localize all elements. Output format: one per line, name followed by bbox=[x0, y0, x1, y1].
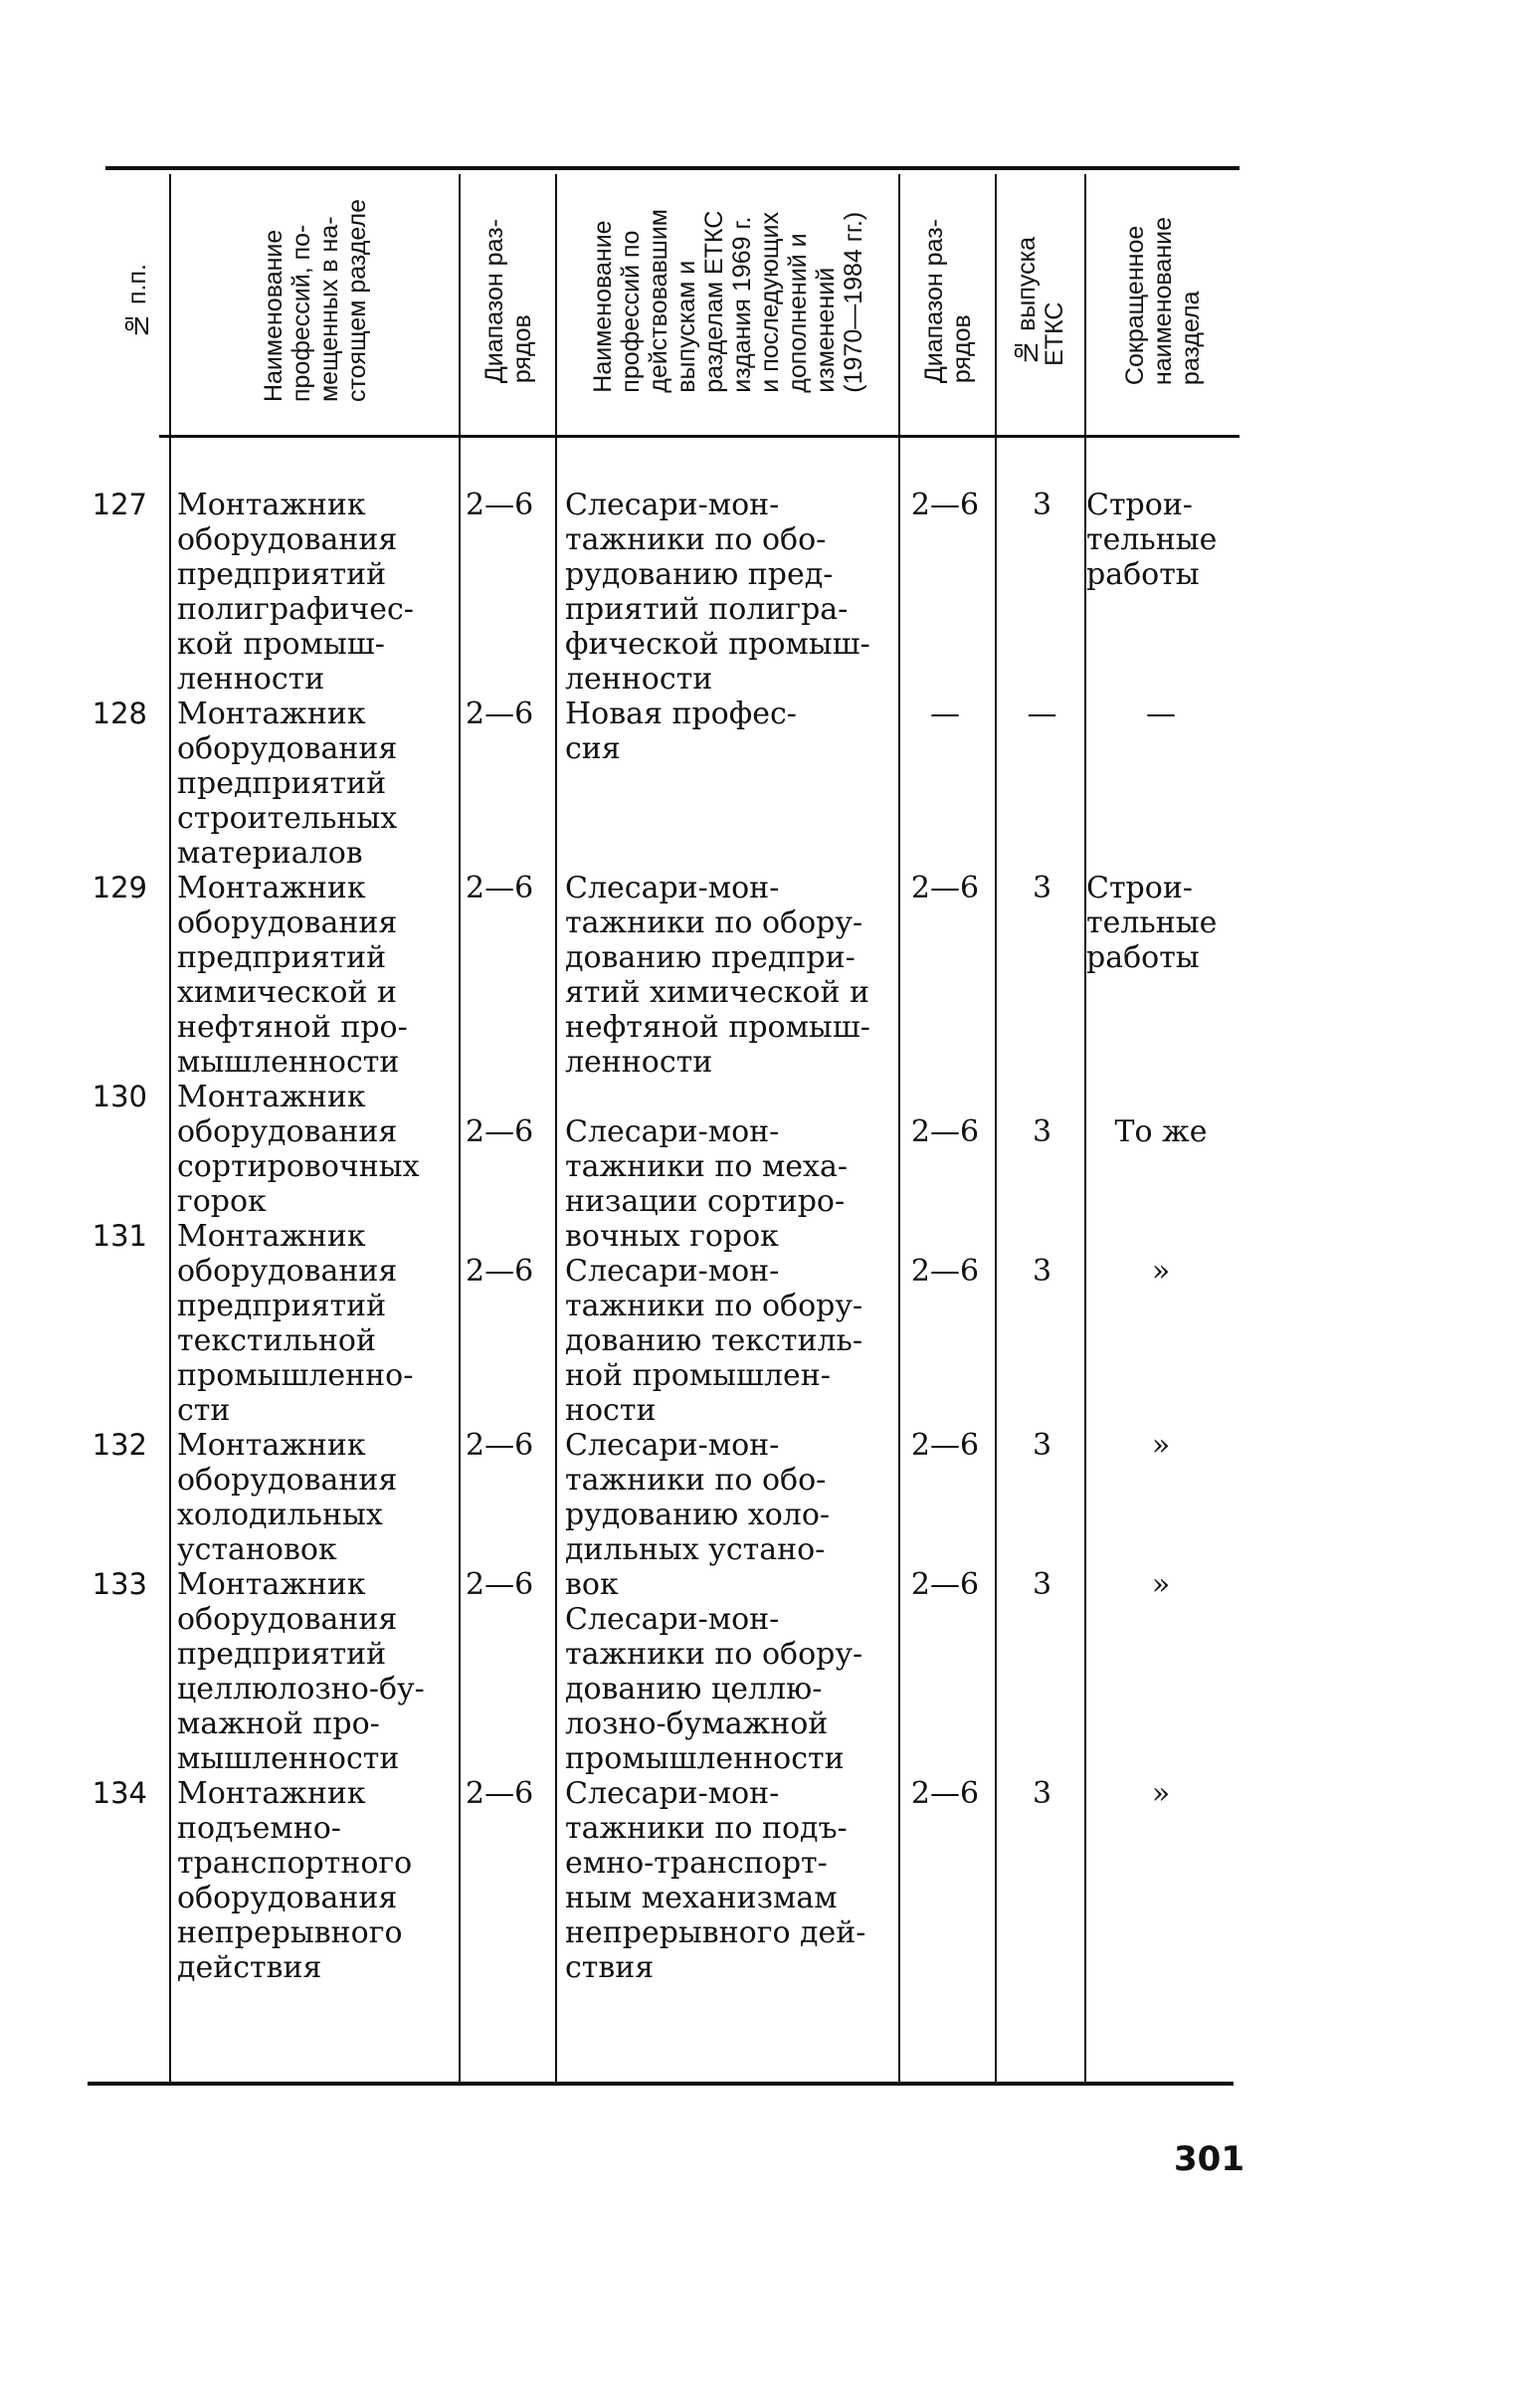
old-grade-range: 2—6 bbox=[910, 1428, 980, 1463]
issue-number: 3 bbox=[1032, 1567, 1052, 1602]
grade-range: 2—6 bbox=[466, 1776, 534, 1811]
profession-name: Монтажник оборудования предприятий текстильной промышленно- сти bbox=[177, 1219, 414, 1428]
row-number: 128 bbox=[92, 697, 147, 730]
issue-number: 3 bbox=[1032, 871, 1052, 905]
header-section-abbrev bbox=[1086, 174, 1240, 428]
header-number bbox=[105, 174, 169, 428]
old-grade-range: — bbox=[930, 697, 960, 731]
row-number: 133 bbox=[92, 1567, 147, 1601]
issue-number: 3 bbox=[1032, 1114, 1052, 1149]
old-profession-name: Слесари-мон- тажники по обору- дованию текстиль- ной промышлен- ности bbox=[565, 1254, 863, 1428]
grade-range: 2—6 bbox=[466, 697, 534, 731]
profession-name: Монтажник оборудования предприятий целлюлозно-бу- мажной про- мышленности bbox=[177, 1567, 425, 1776]
issue-number: 3 bbox=[1032, 488, 1052, 522]
header-profession-name-text: Наименование профессий, по- мещенных в на- стоящем разделе bbox=[259, 199, 371, 403]
header-old-grade-range-text: Диапазон раз- рядов bbox=[919, 218, 976, 384]
old-profession-name: Слесари-мон- тажники по обору- дованию целлю- лозно-бумажной промышленности bbox=[565, 1602, 863, 1776]
header-old-profession-name-text: Наименование профессий по действовавшим выпускам и разделам ЕТКС издания 1969 г. и последующих дополнений и изменений (1970—1984 гг.) bbox=[588, 209, 867, 393]
section-abbrev: — bbox=[1146, 697, 1176, 731]
profession-name: Монтажник оборудования сортировочных горок bbox=[177, 1080, 420, 1219]
profession-name: Монтажник подъемно- транспортного оборудования непрерывного действия bbox=[177, 1776, 413, 1985]
column-divider-5 bbox=[995, 174, 997, 2082]
section-abbrev: » bbox=[1151, 1428, 1171, 1463]
old-grade-range: 2—6 bbox=[910, 1567, 980, 1602]
grade-range: 2—6 bbox=[466, 1428, 534, 1463]
row-number: 131 bbox=[92, 1219, 147, 1253]
profession-name: Монтажник оборудования холодильных установок bbox=[177, 1428, 398, 1567]
grade-range: 2—6 bbox=[466, 1254, 534, 1289]
old-grade-range: 2—6 bbox=[910, 1114, 980, 1149]
old-grade-range: 2—6 bbox=[910, 1776, 980, 1811]
header-old-profession-name bbox=[557, 174, 898, 428]
old-grade-range: 2—6 bbox=[910, 871, 980, 905]
column-divider-1 bbox=[169, 174, 171, 2082]
old-grade-range: 2—6 bbox=[910, 488, 980, 522]
header-grade-range bbox=[461, 174, 555, 428]
header-profession-name bbox=[171, 174, 459, 428]
page-number: 301 bbox=[1174, 2139, 1244, 2179]
old-grade-range: 2—6 bbox=[910, 1254, 980, 1289]
issue-number: 3 bbox=[1032, 1254, 1052, 1289]
grade-range: 2—6 bbox=[466, 488, 534, 522]
section-abbrev: То же bbox=[1114, 1114, 1208, 1149]
section-abbrev: Строи- тельные работы bbox=[1086, 488, 1218, 592]
grade-range: 2—6 bbox=[466, 871, 534, 905]
old-profession-name: Слесари-мон- тажники по меха- низации сортиро- вочных горок bbox=[565, 1114, 848, 1254]
section-abbrev: Строи- тельные работы bbox=[1086, 871, 1218, 975]
row-number: 127 bbox=[92, 488, 147, 521]
table-bottom-rule bbox=[88, 2082, 1234, 2086]
row-number: 129 bbox=[92, 871, 147, 904]
section-abbrev: » bbox=[1151, 1254, 1171, 1289]
profession-name: Монтажник оборудования предприятий полиграфичес- кой промыш- ленности bbox=[177, 488, 414, 697]
header-bottom-rule bbox=[159, 435, 1240, 438]
column-divider-3 bbox=[555, 174, 557, 2082]
header-issue-number-text: № выпуска ЕТКС bbox=[1013, 236, 1068, 366]
profession-name: Монтажник оборудования предприятий химической и нефтяной про- мышленности bbox=[177, 871, 408, 1080]
old-profession-name: Слесари-мон- тажники по обо- рудованию пред- приятий полигра- фической промыш- ленности bbox=[565, 488, 870, 697]
old-profession-name: Слесари-мон- тажники по обору- дованию предпри- ятий химической и нефтяной промыш- ленности bbox=[565, 871, 870, 1080]
header-old-grade-range bbox=[900, 174, 995, 428]
header-grade-range-text: Диапазон раз- рядов bbox=[479, 218, 536, 384]
issue-number: 3 bbox=[1032, 1428, 1052, 1463]
header-section-abbrev-text: Сокращенное наименование раздела bbox=[1121, 216, 1205, 386]
profession-name: Монтажник оборудования предприятий строительных материалов bbox=[177, 697, 398, 871]
old-profession-name: Слесари-мон- тажники по обо- рудованию холо- дильных устано- вок bbox=[565, 1428, 831, 1602]
table-top-rule bbox=[105, 166, 1240, 170]
header-number-text: № п.п. bbox=[123, 263, 151, 339]
row-number: 130 bbox=[92, 1080, 147, 1113]
header-issue-number bbox=[997, 174, 1084, 428]
issue-number: 3 bbox=[1032, 1776, 1052, 1811]
old-profession-name: Новая профес- сия bbox=[565, 697, 797, 766]
row-number: 132 bbox=[92, 1428, 147, 1462]
old-profession-name: Слесари-мон- тажники по подъ- емно-транспорт- ным механизмам непрерывного дей- ствия bbox=[565, 1776, 866, 1985]
row-number: 134 bbox=[92, 1776, 147, 1810]
column-divider-2 bbox=[459, 174, 461, 2082]
issue-number: — bbox=[1027, 697, 1057, 731]
grade-range: 2—6 bbox=[466, 1567, 534, 1602]
section-abbrev: » bbox=[1151, 1567, 1171, 1602]
grade-range: 2—6 bbox=[466, 1114, 534, 1149]
section-abbrev: » bbox=[1151, 1776, 1171, 1811]
